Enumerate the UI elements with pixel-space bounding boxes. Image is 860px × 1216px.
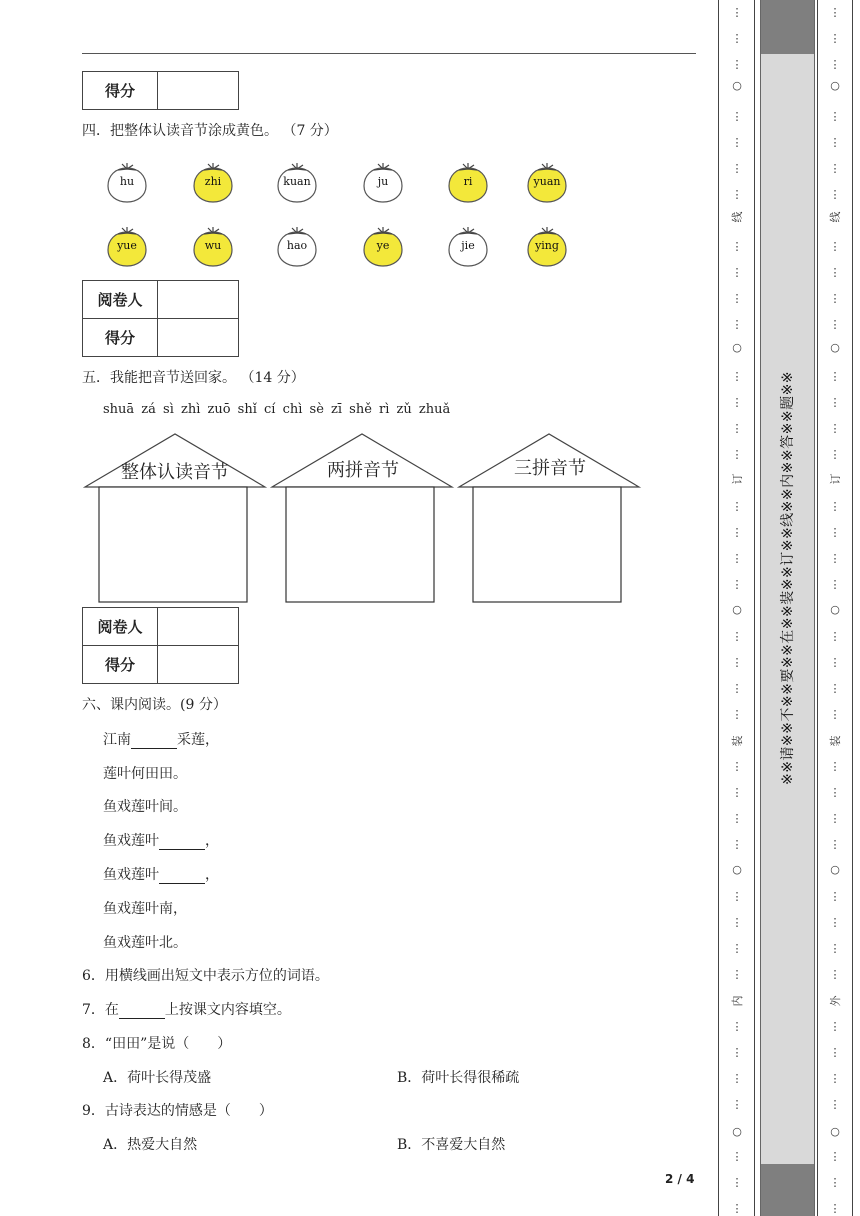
binding-dot: ⋮ — [829, 1098, 841, 1111]
poem-line-3: 鱼戏莲叶间。 — [103, 799, 187, 815]
binding-dot: ⋮ — [829, 526, 841, 539]
band-cap-bottom — [761, 1164, 814, 1216]
binding-dot: ⋮ — [731, 292, 743, 305]
binding-dot: ⋮ — [829, 630, 841, 643]
binding-circle: ○ — [830, 79, 840, 92]
margin-line-outer — [817, 0, 818, 1216]
binding-circle: ○ — [830, 1125, 840, 1138]
fruit-syllable[interactable] — [525, 226, 569, 268]
binding-dot: ⋮ — [731, 1072, 743, 1085]
house-label-whole: 整体认读音节 — [121, 462, 229, 483]
score-label: 得分 — [83, 72, 158, 110]
binding-dots-inner — [731, 0, 743, 1216]
fruit-label: hu — [119, 175, 135, 188]
question-7: 7．在 上按课文内容填空。 — [82, 1002, 291, 1018]
binding-dot: ⋮ — [731, 448, 743, 461]
binding-dot: ⋮ — [731, 500, 743, 513]
reviewer-label: 阅卷人 — [83, 281, 158, 319]
binding-circle: ○ — [732, 1125, 742, 1138]
binding-dot: ⋮ — [731, 422, 743, 435]
fruit-label: ju — [377, 175, 389, 188]
fruit-syllable[interactable] — [105, 162, 149, 204]
binding-dot: ⋮ — [829, 708, 841, 721]
fruit-syllable[interactable] — [361, 226, 405, 268]
binding-dot: ⋮ — [829, 552, 841, 565]
fruit-syllable[interactable] — [361, 162, 405, 204]
binding-circle: ○ — [830, 863, 840, 876]
binding-notice: ※※请※※不※※要※※在※※装※※订※※线※※内※※答※※题※※ — [780, 370, 796, 786]
binding-dot: ⋮ — [731, 578, 743, 591]
binding-dot: ⋮ — [829, 968, 841, 981]
fruit-label: ye — [376, 239, 390, 252]
binding-dot: ⋮ — [829, 240, 841, 253]
binding-dot: ⋮ — [829, 942, 841, 955]
house-label-three: 三拼音节 — [514, 458, 586, 479]
binding-dot: ⋮ — [731, 1098, 743, 1111]
binding-dot: ⋮ — [731, 630, 743, 643]
binding-circle: ○ — [732, 79, 742, 92]
reviewer-cell[interactable] — [158, 608, 239, 646]
fill-blank[interactable] — [119, 1004, 165, 1019]
binding-dot: ⋮ — [829, 760, 841, 773]
binding-dot: ⋮ — [731, 32, 743, 45]
binding-dot: ⋮ — [731, 1020, 743, 1033]
binding-dot: ⋮ — [731, 58, 743, 71]
question-5-title: 五．我能把音节送回家。 （14 分） — [82, 370, 305, 386]
score-table-2 — [82, 280, 239, 357]
score-table-1 — [82, 71, 239, 110]
binding-dot: ⋮ — [731, 1046, 743, 1059]
fruit-label: ri — [463, 175, 473, 188]
binding-char: 装 — [731, 735, 744, 747]
binding-dot: ⋮ — [829, 682, 841, 695]
reviewer-cell[interactable] — [158, 281, 239, 319]
poem-line-4: 鱼戏莲叶 ， — [103, 833, 219, 849]
binding-dot: ⋮ — [731, 136, 743, 149]
binding-dot: ⋮ — [829, 448, 841, 461]
score-cell[interactable] — [158, 319, 239, 357]
binding-char: 线 — [829, 211, 842, 223]
binding-dot: ⋮ — [731, 656, 743, 669]
binding-dot: ⋮ — [731, 1176, 743, 1189]
band-cap-top — [761, 0, 814, 54]
option-9b[interactable]: B．不喜爱大自然 — [397, 1137, 506, 1153]
binding-dot: ⋮ — [731, 6, 743, 19]
binding-circle: ○ — [732, 341, 742, 354]
binding-dot: ⋮ — [829, 6, 841, 19]
binding-dot: ⋮ — [731, 1150, 743, 1163]
binding-dot: ⋮ — [829, 266, 841, 279]
binding-dot: ⋮ — [829, 58, 841, 71]
binding-circle: ○ — [732, 863, 742, 876]
binding-dot: ⋮ — [731, 526, 743, 539]
binding-dot: ⋮ — [731, 1202, 743, 1215]
binding-dot: ⋮ — [829, 110, 841, 123]
fill-blank[interactable] — [159, 835, 205, 850]
header-rule — [82, 53, 696, 54]
binding-dot: ⋮ — [829, 188, 841, 201]
binding-dot: ⋮ — [829, 1150, 841, 1163]
margin-line-inner — [754, 0, 755, 1216]
poem-line-5: 鱼戏莲叶 ， — [103, 867, 219, 883]
binding-dot: ⋮ — [731, 942, 743, 955]
binding-dot: ⋮ — [731, 760, 743, 773]
binding-dot: ⋮ — [829, 162, 841, 175]
binding-dot: ⋮ — [829, 890, 841, 903]
fruit-label: hao — [286, 239, 308, 252]
fruit-label: wu — [204, 239, 222, 252]
fruit-label: yuan — [533, 175, 561, 188]
house-label-two: 两拼音节 — [327, 460, 399, 481]
binding-circle: ○ — [732, 603, 742, 616]
binding-dot: ⋮ — [829, 396, 841, 409]
binding-dot: ⋮ — [829, 136, 841, 149]
binding-dot: ⋮ — [731, 188, 743, 201]
score-cell[interactable] — [158, 72, 239, 110]
question-9: 9．古诗表达的情感是（ ） — [82, 1103, 273, 1119]
binding-char: 装 — [829, 735, 842, 747]
fruit-syllable[interactable] — [525, 162, 569, 204]
binding-char: 内 — [731, 995, 744, 1007]
fruit-syllable[interactable] — [446, 162, 490, 204]
binding-dot: ⋮ — [731, 916, 743, 929]
score-table-3 — [82, 607, 239, 684]
binding-char: 订 — [731, 473, 744, 485]
poem-line-2: 莲叶何田田。 — [103, 766, 187, 782]
fill-blank[interactable] — [159, 869, 205, 884]
score-cell[interactable] — [158, 646, 239, 684]
binding-dot: ⋮ — [731, 838, 743, 851]
binding-dot: ⋮ — [829, 838, 841, 851]
margin-line-right — [852, 0, 853, 1216]
fruit-syllable[interactable] — [275, 162, 319, 204]
question-8: 8．“田田”是说（ ） — [82, 1036, 232, 1052]
binding-circle: ○ — [830, 603, 840, 616]
binding-circle: ○ — [830, 341, 840, 354]
binding-dot: ⋮ — [731, 240, 743, 253]
binding-dot: ⋮ — [829, 1176, 841, 1189]
binding-dot: ⋮ — [731, 890, 743, 903]
binding-char: 外 — [829, 995, 842, 1007]
fruit-label: yue — [117, 239, 137, 252]
binding-dot: ⋮ — [829, 1046, 841, 1059]
binding-band — [760, 0, 815, 1216]
binding-dot: ⋮ — [731, 708, 743, 721]
syllable-list: shuā zá sì zhì zuō shǐ cí chì sè zī shě rì zǔ zhuǎ — [103, 402, 451, 417]
binding-char: 订 — [829, 473, 842, 485]
binding-dot: ⋮ — [829, 1020, 841, 1033]
binding-dot: ⋮ — [731, 552, 743, 565]
binding-dot: ⋮ — [829, 578, 841, 591]
binding-dot: ⋮ — [829, 422, 841, 435]
option-9a[interactable]: A．热爱大自然 — [103, 1137, 198, 1153]
fruit-syllable[interactable] — [275, 226, 319, 268]
poem-line-1: 江南 采莲， — [103, 732, 219, 748]
binding-dot: ⋮ — [829, 1072, 841, 1085]
binding-dot: ⋮ — [731, 370, 743, 383]
option-8a[interactable]: A．荷叶长得茂盛 — [103, 1070, 212, 1086]
fruit-syllable[interactable] — [191, 226, 235, 268]
binding-dot: ⋮ — [829, 656, 841, 669]
score-label: 得分 — [83, 646, 158, 684]
binding-char: 线 — [731, 211, 744, 223]
fruit-label: kuan — [283, 175, 311, 188]
option-8b[interactable]: B．荷叶长得很稀疏 — [397, 1070, 520, 1086]
margin-line-left — [718, 0, 719, 1216]
question-4-title: 四．把整体认读音节涂成黄色。 （7 分） — [82, 123, 338, 139]
page-number: 2 / 4 — [665, 1172, 695, 1186]
binding-dot: ⋮ — [731, 162, 743, 175]
poem-line-7: 鱼戏莲叶北。 — [103, 935, 187, 951]
fruit-label: jie — [461, 239, 475, 252]
reviewer-label: 阅卷人 — [83, 608, 158, 646]
binding-dot: ⋮ — [829, 500, 841, 513]
fruit-syllable[interactable] — [446, 226, 490, 268]
binding-dot: ⋮ — [731, 786, 743, 799]
fill-blank[interactable] — [131, 734, 177, 749]
fruit-syllable[interactable] — [191, 162, 235, 204]
binding-dot: ⋮ — [829, 812, 841, 825]
binding-dot: ⋮ — [829, 1202, 841, 1215]
binding-dot: ⋮ — [829, 916, 841, 929]
score-label: 得分 — [83, 319, 158, 357]
fruit-syllable[interactable] — [105, 226, 149, 268]
binding-dot: ⋮ — [829, 318, 841, 331]
binding-dot: ⋮ — [731, 682, 743, 695]
binding-dot: ⋮ — [731, 318, 743, 331]
fruit-label: ying — [535, 239, 559, 252]
binding-dot: ⋮ — [829, 370, 841, 383]
binding-dot: ⋮ — [731, 812, 743, 825]
fruit-label: zhi — [204, 175, 222, 188]
binding-dot: ⋮ — [731, 110, 743, 123]
poem-line-6: 鱼戏莲叶南， — [103, 901, 187, 917]
binding-dot: ⋮ — [731, 968, 743, 981]
binding-dot: ⋮ — [829, 292, 841, 305]
question-6-sub: 6．用横线画出短文中表示方位的词语。 — [82, 968, 329, 984]
question-6-title: 六、课内阅读。(9 分） — [82, 697, 227, 713]
binding-dot: ⋮ — [731, 266, 743, 279]
binding-dot: ⋮ — [731, 396, 743, 409]
binding-dots-outer — [829, 0, 841, 1216]
binding-dot: ⋮ — [829, 786, 841, 799]
binding-dot: ⋮ — [829, 32, 841, 45]
